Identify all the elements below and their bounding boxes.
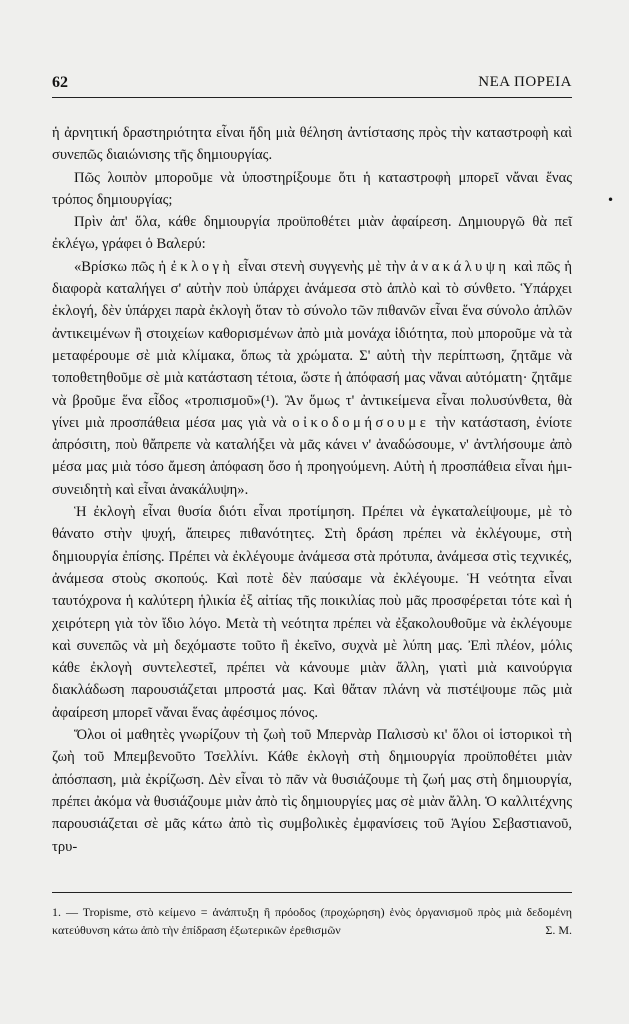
quote-text-c: καὶ πῶς ἡ διαφορὰ καταλήγει σ' αὐτὴν ποὺ ὑπάρχει ἀνάμεσα στὸ ἁπλὸ καὶ τὸ σύνθετο. Ὑπάρχει ἐκλογή, δὲν ὑπάρχει παρὰ ἐκλογὴ ὅταν τὸ σύνολο τῶν πιθανῶν εἶναι ἕνα σύνολο ἁπλῶν ἀντικειμένων ἢ στοιχείων καθορισμένων ἀπὸ μιὰ μονάχα ἰδιότητα, ποὺ μποροῦμε νὰ τὰ μεταφέρουμε σὲ μιὰ κλίμακα, ὅπως τὰ χρώματα. Σ' αὐτὴ τὴν περίπτωση, ζητᾶμε νὰ τοποθετηθοῦμε σὲ μιὰ κατάσταση τέτοια, ὥστε ἡ ἀπόφασή μας νἄναι αὐτόματη· ζητᾶμε νὰ βροῦμε ἕνα εἶδος «τροπισμοῦ»(¹). Ἂν ὅμως τ' ἀντικείμενα εἶναι πολυσύνθετα, θὰ γίνει μιὰ προσπάθεια μέσα μας γιὰ νὰ	[52, 258, 572, 431]
footnote-rule	[52, 892, 572, 893]
spaced-word-anakalypse: ἀνακάλυψη	[410, 258, 510, 275]
page-header	[52, 74, 572, 96]
header-rule	[52, 97, 572, 98]
quote-paragraph	[52, 256, 572, 501]
paragraph-1: ἡ ἀρνητική δραστηριότητα εἶναι ἤδη μιὰ θέληση ἀντίστασης πρὸς τὴν καταστροφὴ καὶ συνεπῶς διαιώνισης τῆς δημιουργίας.	[52, 125, 572, 164]
paragraph-3: Πρὶν ἀπ' ὅλα, κάθε δημιουργία προϋποθέτει μιὰν ἀφαίρεση. Δημιουργῶ θὰ πεῖ ἐκλέγω, γράφει ὁ Βαλερύ:	[52, 214, 572, 253]
quote-text-b: εἶναι στενὴ συγγενὴς μὲ τὴν	[233, 258, 411, 275]
paragraph-2: Πῶς λοιπὸν μποροῦμε νὰ ὑποστηρίξουμε ὅτι ἡ καταστροφὴ μπορεῖ νἄναι ἕνας τρόπος δημιουργίας;	[52, 169, 572, 208]
footnote-text: 1. — Tropisme, στὸ κείμενο = ἀνάπτυξη ἢ πρόοδος (προχώρηση) ἑνὸς ὀργανισμοῦ πρὸς μιὰ δεδομένη κατεύθυνση κάτω ἀπὸ τὴν ἐπίδραση ἐξωτερικῶν ἐρεθισμῶν	[52, 905, 572, 937]
body-text	[52, 122, 572, 858]
paragraph-6: Ὅλοι οἱ μαθητὲς γνωρίζουν τὴ ζωὴ τοῦ Μπερνὰρ Παλισσὺ κι' ὅλοι οἱ ἱστορικοὶ τὴ ζωὴ τοῦ Μπεμβενοῦτο Τσελλίνι. Κάθε ἐκλογὴ στὴ δημιουργία προϋποθέτει μιὰν ἀπόσπαση, μιὰ ἐκρίζωση. Δὲν εἶναι τὸ πᾶν νὰ θυσιάζουμε τὴ ζωή μας στὴ δημιουργία, πρέπει ἀκόμα νὰ θυσιάζουμε μιὰν ἀπὸ τὶς δημιουργίες μας σὲ μιὰν ἄλλη. Ὁ καλλιτέχνης παρουσιάζεται σὲ μᾶς κάτω ἀπὸ τὶς συμβολικὲς ἐμφανίσεις τοῦ Ἁγίου Σεβαστιανοῦ, τρυ-	[52, 727, 572, 855]
spaced-word-ekloge: ἐκλογὴ	[170, 258, 234, 275]
footnote-signature: Σ. Μ.	[545, 923, 572, 937]
spaced-word-oikodomesoume: οἰκοδομήσουμε	[292, 414, 430, 431]
running-title: ΝΕΑ ΠΟΡΕΙΑ	[478, 74, 572, 90]
paragraph-5: Ἡ ἐκλογὴ εἶναι θυσία διότι εἶναι προτίμηση. Πρέπει νὰ ἐγκαταλείψουμε, μὲ τὸ θάνατο στὴν ψυχή, ἄπειρες πιθανότητες. Στὴ δράση πρέπει νὰ ἐκλέγουμε, στὴ δημιουργία ἐπίσης. Πρέπει νὰ ἐκλέγουμε ἀνάμεσα στὰ πρότυπα, ἀνάμεσα στὶς τεχνικές, ἀνάμεσα στοὺς σκοπούς. Καὶ ποτὲ δὲν παύσαμε νὰ ἐκλέγουμε. Ἡ νεότητα εἶναι ταυτόχρονα ἡ καλύτερη ἡλικία ἐξ αἰτίας τῆς ποικιλίας ποὺ μᾶς προσφέρεται τότε καὶ ἡ χειρότερη γιὰ τὸν ἴδιο λόγο. Μετὰ τὴ νεότητα πρέπει νὰ ἐξακολουθοῦμε νὰ ἐκλέγουμε καὶ συνεπῶς νὰ μὴ δεχόμαστε τοῦτο ἢ ἐκεῖνο, συχνὰ μὲ λύπη μας. Ἐπὶ πλέον, μόλις κάθε ἐκλογὴ συντελεστεῖ, πρέπει νὰ κάνουμε μιὰν ἄλλη, γιατὶ μιὰ καινούργια διακλάδωση παρουσιάζεται μπροστά μας. Καὶ θἄταν πλάνη νὰ πιστέψουμε πῶς μιὰ ἀφαίρεση μπορεῖ νἄναι ἕνας ἀφέσιμος πόνος.	[52, 504, 572, 721]
footnote	[52, 903, 572, 939]
quote-text-a: «Βρίσκω πῶς ἡ	[74, 258, 171, 275]
quote-text-d: τὴν κατάσταση, ἐνίοτε ἀπρόσιτη, ποὺ θἄπρεπε νὰ καταλήξει νὰ μᾶς κάνει ν' ἀναδώσουμε, ν' ἀντλήσουμε ἀπὸ μέσα μας μιὰ τόσο ἄμεση ἀπόφαση ὅσο ἡ προηγούμενη. Αὐτὴ ἡ προσπάθεια εἶναι ἡμι-συνειδητὴ καὶ εἶναι ἀνακάλυψη».	[52, 414, 573, 498]
page-number: 62	[52, 74, 68, 91]
margin-mark: •	[607, 193, 615, 207]
